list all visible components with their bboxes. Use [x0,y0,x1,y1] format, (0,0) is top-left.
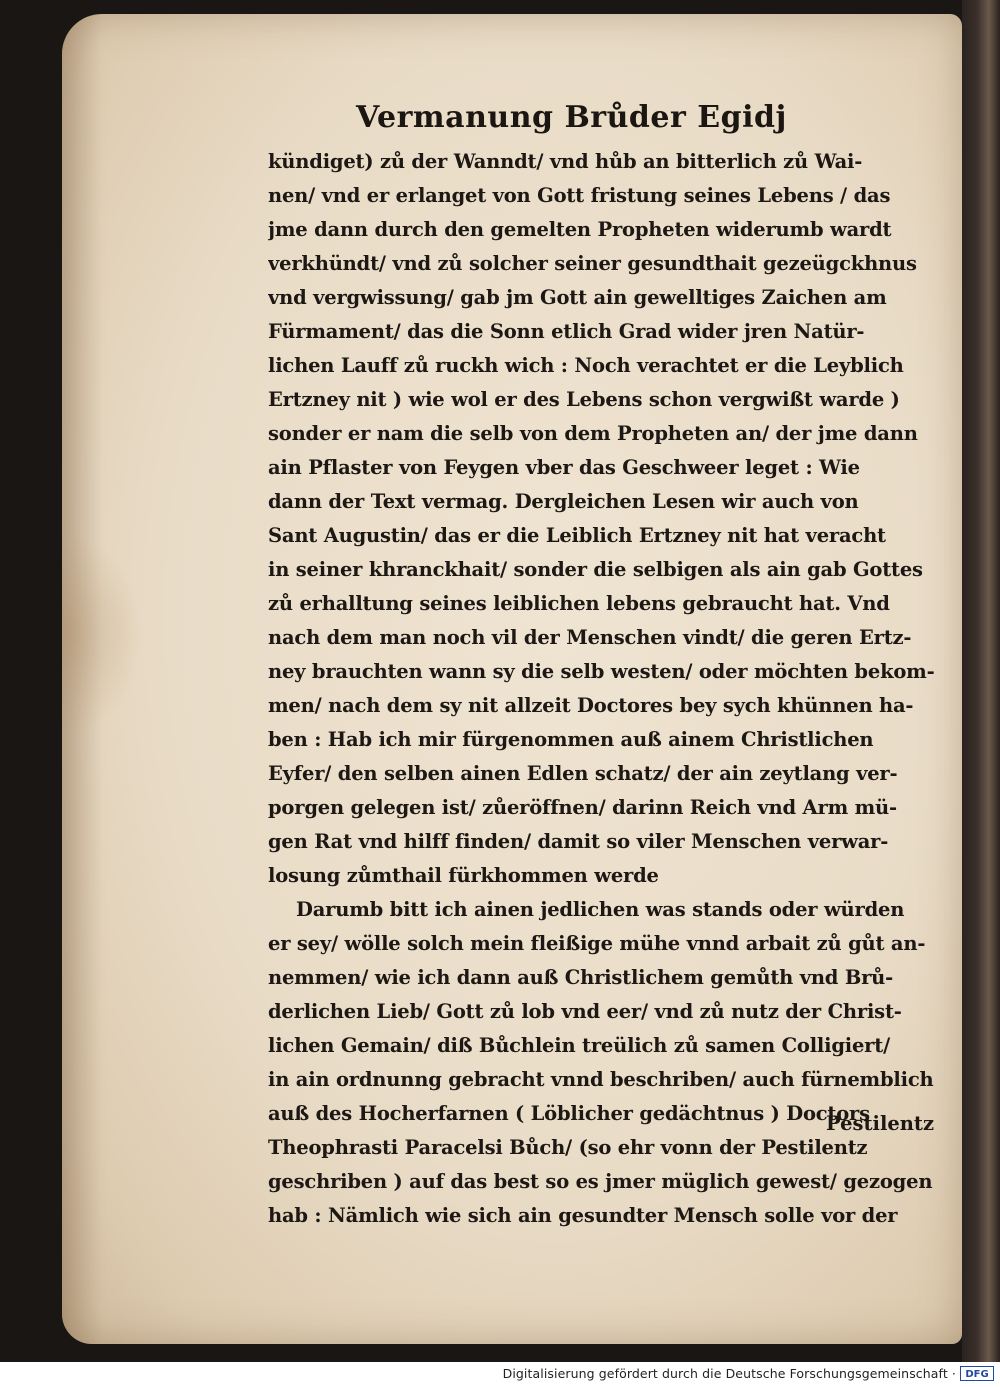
text-line: nemmen/ wie ich dann auß Christlichem gemůth vnd Brů‑ [268,966,894,989]
text-line: auß des Hocherfarnen ( Löblicher gedächtnus ) Doctors [268,1102,870,1125]
text-line: Ertzney nit ) wie wol er des Lebens schon vergwißt warde ) [268,388,900,411]
footer-bar [0,1362,1000,1387]
text-line: losung zůmthail fürkhommen werde [268,864,659,887]
funding-credit: Digitalisierung gefördert durch die Deutsche Forschungsgemeinschaft · [502,1366,956,1381]
text-line: sonder er nam die selb von dem Propheten an/ der jme dann [268,422,918,445]
text-line: nach dem man noch vil der Menschen vindt/ die geren Ertz‑ [268,626,912,649]
paper-stain [62,534,142,734]
text-line: Theophrasti Paracelsi Bůch/ (so ehr vonn der Pestilentz [268,1136,868,1159]
text-line: hab : Nämlich wie sich ain gesundter Mensch solle vor der [268,1204,898,1227]
text-line: jme dann durch den gemelten Propheten widerumb wardt [268,218,892,241]
text-line: porgen gelegen ist/ zůeröffnen/ darinn Reich vnd Arm mü‑ [268,796,897,819]
text-line: lichen Gemain/ diß Bůchlein treülich zů samen Colligiert/ [268,1034,890,1057]
text-line: zů erhalltung seines leiblichen lebens gebraucht hat. Vnd [268,592,890,615]
text-line: Fürmament/ das die Sonn etlich Grad wider jren Natür‑ [268,320,865,343]
text-line: vnd vergwissung/ gab jm Gott ain gewelltiges Zaichen am [268,286,887,309]
text-line: lichen Lauff zů ruckh wich : Noch verachtet er die Leyblich [268,354,904,377]
text-line: gen Rat vnd hilff finden/ damit so viler Menschen verwar‑ [268,830,889,853]
text-line: in seiner khranckhait/ sonder die selbigen als ain gab Gottes [268,558,923,581]
text-line: ain Pflaster von Feygen vber das Geschweer leget : Wie [268,456,860,479]
text-line: ben : Hab ich mir fürgenommen auß ainem Christlichen [268,728,874,751]
catchword: Pestilentz [826,1112,935,1135]
text-line: ney brauchten wann sy die selb westen/ oder möchten bekom‑ [268,660,935,683]
text-line: nen/ vnd er erlanget von Gott fristung seines Lebens / das [268,184,891,207]
text-line: derlichen Lieb/ Gott zů lob vnd eer/ vnd zů nutz der Christ‑ [268,1000,902,1023]
text-line: men/ nach dem sy nit allzeit Doctores bey sych khünnen ha‑ [268,694,914,717]
text-line: verkhündt/ vnd zů solcher seiner gesundthait gezeügckhnus [268,252,917,275]
dfg-logo-icon: DFG [960,1366,994,1381]
text-line: in ain ordnunng gebracht vnnd beschriben/ auch fürnemblich [268,1068,934,1091]
text-line: dann der Text vermag. Dergleichen Lesen wir auch von [268,490,859,513]
body-text [268,145,940,1233]
text-line: Eyfer/ den selben ainen Edlen schatz/ der ain zeytlang ver‑ [268,762,898,785]
text-line: Darumb bitt ich ainen jedlichen was stands oder würden [296,898,905,921]
text-line: kündiget) zů der Wanndt/ vnd hůb an bitterlich zů Wai‑ [268,150,863,173]
book-edge [962,0,1000,1362]
text-line: er sey/ wölle solch mein fleißige mühe vnnd arbait zů gůt an‑ [268,932,926,955]
text-line: Sant Augustin/ das er die Leiblich Ertzney nit hat veracht [268,524,886,547]
running-head: Vermanung Brůder Egidj [356,100,787,135]
text-line: geschriben ) auf das best so es jmer müglich gewest/ gezogen [268,1170,933,1193]
